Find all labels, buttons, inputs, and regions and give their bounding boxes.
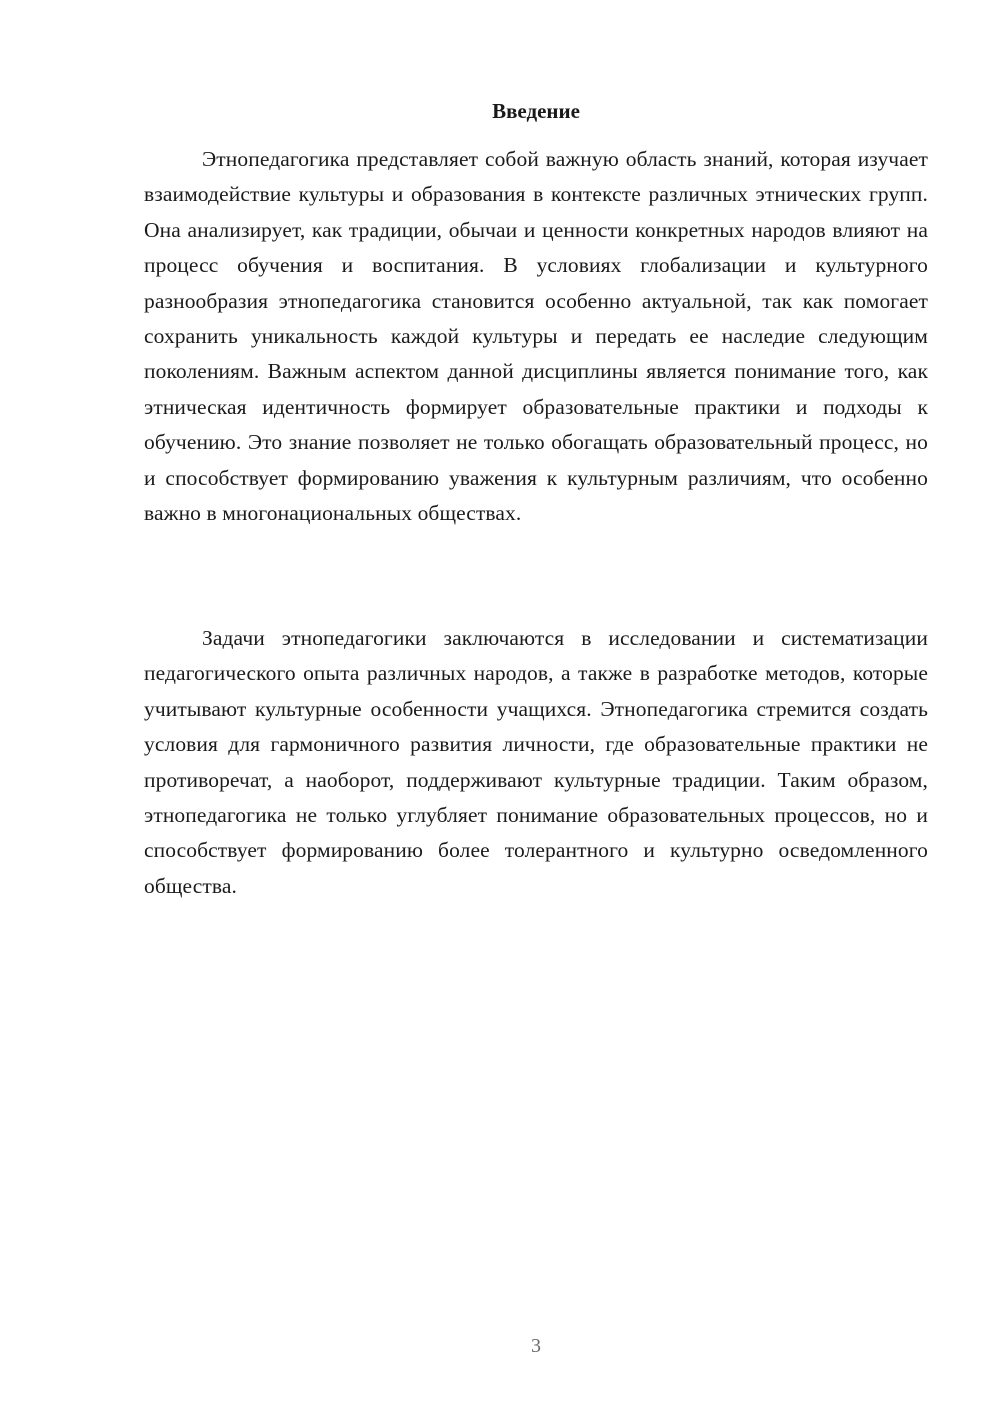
page-title: Введение [492,99,580,123]
paragraph-intro: Этнопедагогика представляет собой важную область знаний, которая изучает взаимодействие культуры и образования в контексте различных этнических групп. Она анализирует, как традиции, обычаи и ценности конкретных народов влияют на процесс обучения и воспитания. В условиях глобализации и культурного разнообразия этнопедагогика становится особенно актуальной, так как помогает сохранить уникальность каждой культуры и передать ее наследие следующим поколениям. Важным аспектом данной дисциплины является понимание того, как этническая идентичность формирует образовательные практики и подходы к обучению. Это знание позволяет не только обогащать образовательный процесс, но и способствует формированию уважения к культурным различиям, что особенно важно в многонациональных обществах. [144,147,928,526]
paragraph-tasks: Задачи этнопедагогики заключаются в исследовании и систематизации педагогического опыта различных народов, а также в разработке методов, которые учитывают культурные особенности учащихся. Этнопедагогика стремится создать условия для гармоничного развития личности, где образовательные практики не противоречат, а наоборот, поддерживают культурные традиции. Таким образом, этнопедагогика не только углубляет понимание образовательных процессов, но и способствует формированию более толерантного и культурно осведомленного общества. [144,626,928,898]
page-number: 3 [531,1335,541,1357]
